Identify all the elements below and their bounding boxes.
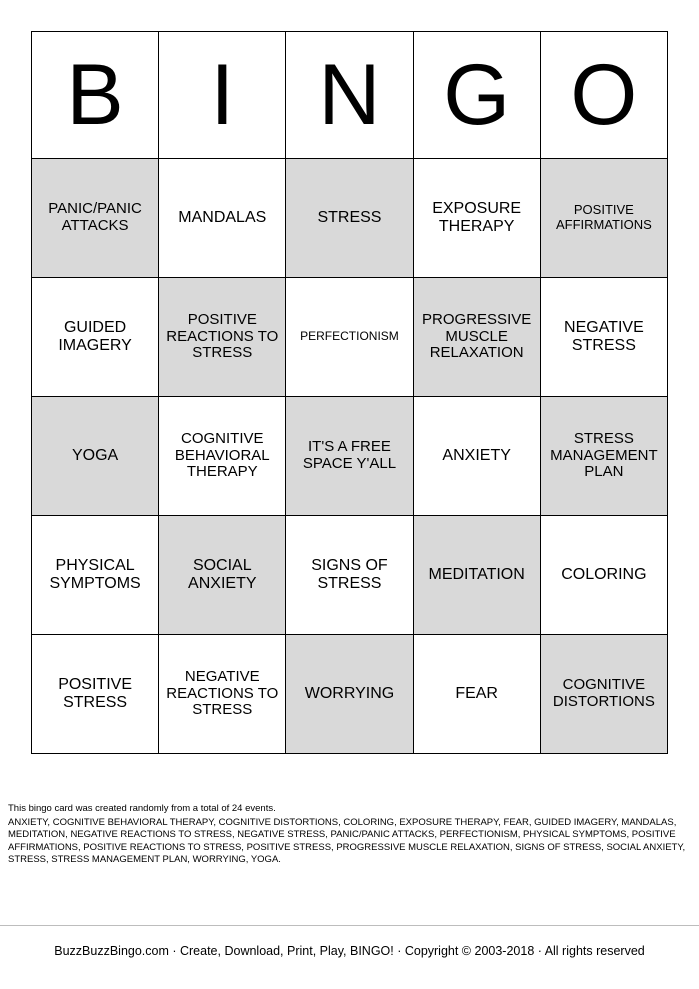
- bingo-cell[interactable]: [286, 516, 413, 635]
- footnote-event-list: ANXIETY, COGNITIVE BEHAVIORAL THERAPY, COGNITIVE DISTORTIONS, COLORING, EXPOSURE THERAPY, FEAR, GUIDED IMAGERY, MANDALAS, MEDITATION, NEGATIVE REACTIONS TO STRESS, NEGATIVE STRESS, PANIC/PANIC ATTACKS, PERFECTIONISM, PHYSICAL SYMPTOMS, POSITIVE AFFIRMATIONS, POSITIVE REACTIONS TO STRESS, POSITIVE STRESS, PROGRESSIVE MUSCLE RELAXATION, SIGNS OF STRESS, SOCIAL ANXIETY, STRESS, STRESS MANAGEMENT PLAN, WORRYING, YOGA.: [8, 816, 686, 866]
- bingo-cell[interactable]: [540, 516, 667, 635]
- header-letter-b: B: [32, 32, 159, 159]
- bingo-cell[interactable]: [159, 159, 286, 278]
- bingo-cell-label: NEGATIVE STRESS: [564, 319, 644, 354]
- bingo-cell-label: ANXIETY: [442, 447, 511, 465]
- bingo-cell-label: EXPOSURE THERAPY: [432, 200, 522, 235]
- bingo-cell-label: MEDITATION: [428, 566, 525, 584]
- bingo-cell[interactable]: [32, 397, 159, 516]
- bingo-row: [32, 516, 668, 635]
- bingo-cell-label: YOGA: [71, 447, 119, 465]
- bingo-cell[interactable]: [159, 278, 286, 397]
- bingo-cell[interactable]: [540, 635, 667, 754]
- bingo-cell[interactable]: [413, 635, 540, 754]
- bingo-cell[interactable]: [32, 159, 159, 278]
- bingo-cell-label: PHYSICAL SYMPTOMS: [49, 557, 141, 592]
- bingo-header-row: [32, 32, 668, 159]
- bingo-cell-label: STRESS MANAGEMENT PLAN: [550, 429, 658, 481]
- bingo-free-space[interactable]: [286, 397, 413, 516]
- bingo-cell[interactable]: [540, 397, 667, 516]
- bingo-card: [31, 31, 668, 754]
- bingo-cell[interactable]: [159, 635, 286, 754]
- bingo-cell[interactable]: [413, 278, 540, 397]
- header-letter-i: I: [159, 32, 286, 159]
- bingo-cell[interactable]: [32, 278, 159, 397]
- bingo-row: [32, 278, 668, 397]
- page-footer: [0, 925, 699, 958]
- bingo-cell-label: SIGNS OF STRESS: [311, 557, 388, 592]
- bingo-cell-label: FEAR: [455, 685, 498, 703]
- bingo-cell[interactable]: [540, 278, 667, 397]
- header-letter-n: N: [286, 32, 413, 159]
- bingo-cell[interactable]: [32, 516, 159, 635]
- bingo-cell-label: COLORING: [561, 566, 647, 584]
- bingo-cell-label: PANIC/PANIC ATTACKS: [48, 200, 142, 234]
- footnote: [8, 803, 691, 867]
- bingo-cell[interactable]: [413, 516, 540, 635]
- bingo-cell[interactable]: [286, 278, 413, 397]
- bingo-cell-label: IT'S A FREE SPACE Y'ALL: [302, 438, 397, 472]
- header-letter-g: G: [413, 32, 540, 159]
- bingo-cell-label: POSITIVE AFFIRMATIONS: [555, 202, 652, 232]
- bingo-cell[interactable]: [32, 635, 159, 754]
- bingo-cell-label: SOCIAL ANXIETY: [188, 557, 257, 592]
- footnote-summary: This bingo card was created randomly from a total of 24 events.: [8, 803, 276, 814]
- bingo-cell[interactable]: [540, 159, 667, 278]
- bingo-cell-label: COGNITIVE DISTORTIONS: [552, 676, 655, 710]
- bingo-cell[interactable]: [413, 159, 540, 278]
- bingo-cell[interactable]: [159, 397, 286, 516]
- bingo-cell-label: COGNITIVE BEHAVIORAL THERAPY: [174, 429, 270, 481]
- bingo-cell-label: STRESS: [317, 209, 382, 227]
- bingo-cell-label: PROGRESSIVE MUSCLE RELAXATION: [422, 310, 532, 362]
- bingo-cell[interactable]: [286, 635, 413, 754]
- bingo-cell[interactable]: [159, 516, 286, 635]
- bingo-row: [32, 635, 668, 754]
- bingo-cell-label: POSITIVE REACTIONS TO STRESS: [166, 310, 279, 362]
- header-letter-o: O: [540, 32, 667, 159]
- bingo-cell[interactable]: [413, 397, 540, 516]
- bingo-row: [32, 397, 668, 516]
- bingo-cell[interactable]: [286, 159, 413, 278]
- bingo-cell-label: NEGATIVE REACTIONS TO STRESS: [166, 667, 279, 719]
- bingo-cell-label: PERFECTIONISM: [300, 329, 399, 344]
- bingo-cell-label: MANDALAS: [178, 209, 267, 227]
- footer-credit: BuzzBuzzBingo.com · Create, Download, Print, Play, BINGO! · Copyright © 2003-2018 · All rights reserved: [54, 944, 645, 958]
- bingo-cell-label: WORRYING: [304, 685, 395, 703]
- bingo-cell-label: GUIDED IMAGERY: [58, 319, 132, 354]
- bingo-cell-label: POSITIVE STRESS: [58, 676, 132, 711]
- bingo-row: [32, 159, 668, 278]
